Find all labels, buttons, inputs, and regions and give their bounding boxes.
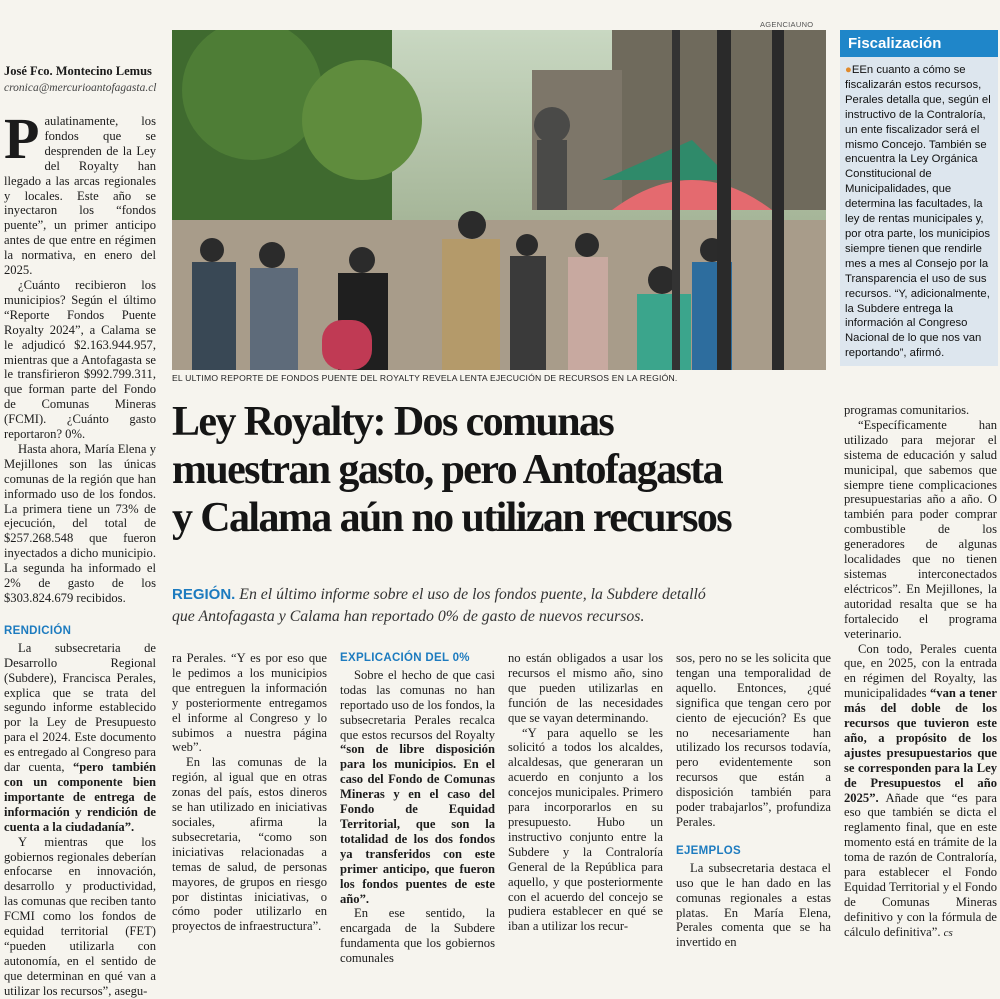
section-heading-ejemplos: EJEMPLOS bbox=[676, 844, 742, 857]
headline bbox=[172, 398, 842, 542]
article-column-6 bbox=[844, 403, 997, 941]
article-column-4 bbox=[508, 651, 663, 934]
byline bbox=[4, 64, 164, 94]
paragraph: En las comunas de la región, al igual que en otras zonas del país, estos dineros se han utilizado en iniciativas sociales, afirma la subsecretaria, “como son iniciativas relacionadas a temas de salud, de personas mayores, de grupos en riesgo por distintas iniciativas, o cómo poder utilizarlo en proyectos de infraestructura”. bbox=[172, 755, 327, 934]
paragraph: sos, pero no se les solicita que tengan una temporalidad de aquello. Entonces, ¿qué significa que tengan cero por ciento de ejecución? Es que no necesariamente han utilizado los recursos todavía, pero evidentemente son recursos que están a disposición también para poder trabajarlos”, profundiza Perales. bbox=[676, 651, 831, 829]
paragraph: no están obligados a usar los recursos el mismo año, sino que pueden utilizarlas en función de las necesidades que se vayan determinando. bbox=[508, 651, 663, 725]
paragraph: La subsecretaria de Desarrollo Regional (Subdere), Francisca Perales, explica que se trata del segundo informe establecido por la Ley de Presupuesto para el 2024. Este documento es entregado al Congreso para dar cuenta, “pero también con un componente bien importante de entrega de información y rendición de cuenta a la ciudadanía”. bbox=[4, 640, 157, 834]
author-email[interactable]: cronica@mercurioantofagasta.cl bbox=[4, 82, 157, 94]
bullet-icon: ● bbox=[845, 64, 852, 76]
author-name: José Fco. Montecino Lemus bbox=[4, 64, 152, 78]
article-column-5 bbox=[676, 651, 831, 950]
paragraph: ¿Cuánto recibieron los municipios? Según el último “Reporte Fondos Puente Royalty 2024”, a Calama se le adjudicó $2.163.944.957, mientras que a Antofagasta se le transfirieron $992.799.311, que forman parte del Fondo de Comunas Mineras (FCMI). ¿Cuánto gasto reportaron? 0%. bbox=[4, 277, 156, 442]
headline-line: muestran gasto, pero Antofagasta bbox=[172, 447, 723, 493]
article-column-3 bbox=[340, 651, 495, 966]
paragraph: En ese sentido, la encargada de la Subdere fundamenta que los gobiernos comunales bbox=[340, 906, 495, 966]
photo-credit: AGENCIAUNO bbox=[760, 20, 814, 29]
sidebar-text: ●EEn cuanto a cómo se fiscalizarán estos recursos, Perales detalla que, según el instructivo de la Contraloría, un ente fiscalizador será el mismo Concejo. También se encuentra la Ley Orgánica Constitucional de Municipalidades, que determina las facultades, la ley de rentas municipales y, por otra parte, los municipios siempre tienen que rendirle mes a mes al Consejo por la Transparencia el uso de sus recursos. “Y, adicionalmente, la Subdere entrega la información al Congreso Nacional de lo que nos van reportando”, afirmó. bbox=[845, 64, 991, 360]
section-heading-rendicion: RENDICIÓN bbox=[4, 624, 72, 637]
end-mark-icon: cs bbox=[943, 926, 953, 939]
photo-illustration bbox=[172, 30, 826, 370]
lead-label: REGIÓN. bbox=[172, 586, 236, 603]
sidebar-title: Fiscalización bbox=[840, 30, 998, 57]
sidebar-box bbox=[840, 30, 998, 366]
paragraph: Con todo, Perales cuenta que, en 2025, con la entrada en régimen del Royalty, las municipalidades “van a tener más del doble de los recursos que tuvieron este año, a propósito de los ajustes presupuestarios que se corresponden para la Ley de Presupuestos el año 2025”. Añade que “es para eso que también se dicta el reglamento final, que en este momento está en trámite de la toma de razón de Contraloría, para establecer el Fondo Equidad Territorial y el Fondo de Comunas Mineras definitivo y con la fórmula de cálculo definitiva”. cs bbox=[844, 641, 997, 939]
paragraph: programas comunitarios. bbox=[844, 403, 970, 417]
paragraph: aulatinamente, los fondos que se desprenden de la Ley del Royalty han llegado a las arcas regionales y locales. Este año se inyectaron los “fondos puente”, un primer anticipo antes de que entre en régimen la normativa, en enero del 2025. bbox=[4, 114, 156, 278]
paragraph: “Específicamente han utilizado para mejorar el sistema de educación y salud municipal, que sabemos que siempre tiene complicaciones presupuestarias año a año. O también para poder comprar combustible de los generadores de algunas localidades que no tienen sistemas interconectados eléctricos”. En Mejillones, la autoridad resalta que se ha fortalecido el programa veterinario. bbox=[844, 417, 997, 641]
section-heading-explicacion: EXPLICACIÓN DEL 0% bbox=[340, 652, 470, 664]
headline-line: Ley Royalty: Dos comunas bbox=[172, 399, 614, 445]
paragraph: Hasta ahora, María Elena y Mejillones son las únicas comunas de la región que han informado uso de los fondos. La primera tiene un 73% de ejecución, del total de $257.268.548 que fueron inyectados a dicho municipio. La segunda ha informado el 2% de gasto de los $303.824.679 recibidos. bbox=[4, 441, 156, 605]
photo-caption: EL ULTIMO REPORTE DE FONDOS PUENTE DEL ROYALTY REVELA LENTA EJECUCIÓN DE RECURSOS EN LA REGIÓN. bbox=[172, 373, 678, 383]
lead-paragraph: REGIÓN. En el último informe sobre el uso de los fondos puente, la Subdere detalló que Antofagasta y Calama han reportado 0% de gasto de nuevos recursos. bbox=[172, 586, 706, 625]
paragraph: “Y para aquello se les solicitó a todos los alcaldes, alcaldesas, que generaran un acuerdo en conjunto a los concejos municipales. Primero para incorporarlos en su presupuesto. Hubo un instructivo conjunto entre la Subdere y la Contraloría General de la República para aquello, y que posteriormente con el acuerdo del concejo se pudiera establecer en qué se iban a utilizar los recur- bbox=[508, 725, 663, 934]
street-photo bbox=[172, 30, 826, 370]
article-column-1 bbox=[4, 106, 157, 999]
paragraph: La subsecretaria destaca el uso que le han dado en las comunas regionales a estas platas. En María Elena, Perales comenta que se ha invertido en bbox=[676, 860, 831, 950]
paragraph: Sobre el hecho de que casi todas las comunas no han reportado uso de los fondos, la subsecretaria Perales recalca que estos recursos del Royalty “son de libre disposición para los municipios. En el caso del Fondo de Comunas Mineras y en el caso del Fondo de Equidad Territorial, que son la totalidad de los dos fondos ya transferidos con este primer anticipo, que fueron los fondos puentes de este año”. bbox=[340, 667, 495, 906]
drop-cap: P bbox=[4, 106, 40, 171]
paragraph: ra Perales. “Y es por eso que le pedimos a los municipios que entreguen la información y posteriormente entregamos el informe al Congreso y lo subimos a nuestra página web”. bbox=[172, 651, 327, 755]
article-column-2 bbox=[172, 651, 327, 934]
headline-line: y Calama aún no utilizan recursos bbox=[172, 495, 731, 541]
paragraph: Y mientras que los gobiernos regionales deberían enfocarse en innovación, desarrollo y productividad, las comunas que reciben tanto FCMI como los fondos de equidad territorial (FET) “pueden utilizarla con autonomía, en el sentido de que determinan en qué van a utilizar los recursos”, asegu- bbox=[4, 834, 156, 998]
